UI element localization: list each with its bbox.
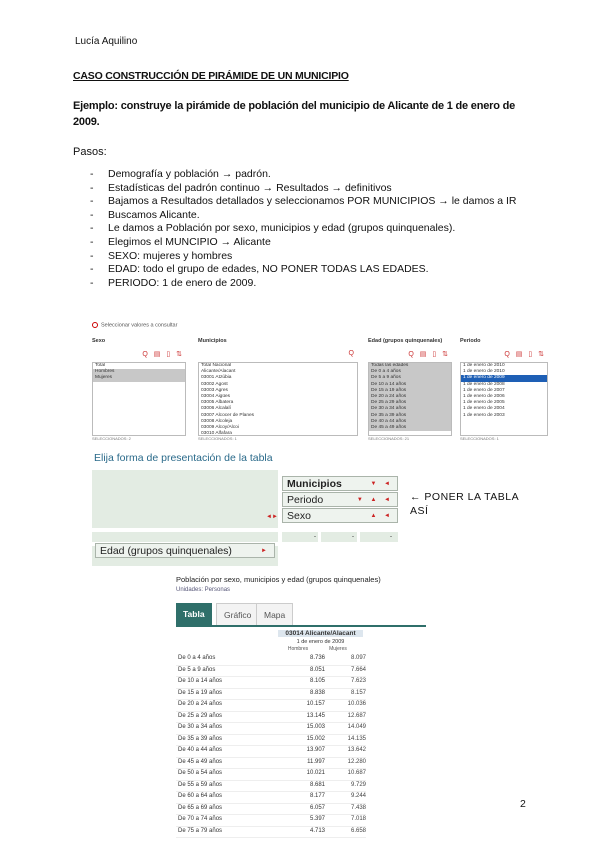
selected-count: SELECCIONADOS: 1 <box>460 436 499 441</box>
list-item[interactable]: De 10 a 14 años <box>369 382 451 388</box>
tab-mapa[interactable]: Mapa <box>256 603 293 625</box>
note-text: ← PONER LA TABLA ASÍ <box>410 491 519 517</box>
list-item[interactable]: 1 de enero de 2010 <box>463 363 505 368</box>
list-item[interactable]: 03008 Alcoleja <box>201 418 233 424</box>
step-item: - Elegimos el MUNCIPIO → Alicante <box>90 236 530 250</box>
table-row: De 70 a 74 años 5.397 7.018 <box>176 815 366 827</box>
municipios-column <box>198 338 358 440</box>
sexo-listbox[interactable] <box>92 362 186 436</box>
step-item: - Demografía y población → padrón. <box>90 168 530 182</box>
list-item[interactable]: De 35 a 39 años <box>369 413 451 419</box>
table-row: De 35 a 39 años 15.002 14.135 <box>176 735 366 747</box>
list-item[interactable]: 03003 Agres <box>201 387 228 393</box>
table-row: De 45 a 49 años 11.997 12.280 <box>176 758 366 770</box>
move-arrows-icon[interactable]: ▲ ◄ <box>370 513 393 519</box>
periodo-listbox[interactable] <box>460 362 548 436</box>
selected-count: SELECCIONADOS: 2 <box>92 436 131 441</box>
search-icon[interactable]: Q <box>348 350 356 357</box>
list-item[interactable]: 1 de enero de 2004 <box>463 406 505 412</box>
selected-count: SELECCIONADOS: 1 <box>198 436 237 441</box>
presentation-title: Elija forma de presentación de la tabla <box>94 452 273 464</box>
step-item: - Le damos a Población por sexo, municipios y edad (grupos quinquenales). <box>90 222 530 236</box>
result-rows <box>176 654 366 838</box>
search-icon[interactable]: Q ▤ ▯ ⇅ <box>504 351 546 358</box>
list-item[interactable]: 03002 Agost <box>201 381 228 387</box>
table-row: De 5 a 9 años 8.051 7.664 <box>176 666 366 678</box>
table-row: De 65 a 69 años 6.057 7.438 <box>176 804 366 816</box>
list-item[interactable]: 1 de enero de 2003 <box>463 412 505 418</box>
table-row: De 0 a 4 años 8.736 8.097 <box>176 654 366 666</box>
placeholder-cell: - <box>352 534 354 540</box>
column-label: Periodo <box>460 338 481 344</box>
table-row: De 25 a 29 años 13.145 12.687 <box>176 712 366 724</box>
municipios-listbox[interactable] <box>198 362 358 436</box>
placeholder-cell: - <box>390 534 392 540</box>
list-item[interactable]: De 25 a 29 años <box>369 400 451 406</box>
table-row: De 75 a 79 años 4.713 6.658 <box>176 827 366 839</box>
step-item: - EDAD: todo el grupo de edades, NO PONER TODAS LAS EDADES. <box>90 263 530 277</box>
move-arrows-icon[interactable]: ▼ ◄ <box>370 481 393 487</box>
municipio-header: 03014 Alicante/Alacant <box>278 630 363 637</box>
edad-dimension[interactable]: Edad (grupos quinquenales) ► <box>95 543 275 558</box>
edad-listbox[interactable] <box>368 362 452 436</box>
search-icon[interactable]: Q ▤ ▯ ⇅ <box>408 351 450 358</box>
periodo-dimension[interactable]: Periodo ▼ ▲ ◄ <box>282 492 398 507</box>
list-item[interactable]: 1 de enero de 2007 <box>463 387 505 393</box>
table-row: De 40 a 44 años 13.907 13.642 <box>176 746 366 758</box>
list-item[interactable]: Alicante/Alacant <box>201 369 236 375</box>
sex-headers: Hombres Mujeres <box>287 646 347 652</box>
list-item[interactable]: De 15 a 19 años <box>369 388 451 394</box>
list-item[interactable]: De 30 a 34 años <box>369 406 451 412</box>
swap-axes-icon[interactable]: ◄► <box>266 514 278 520</box>
result-title: Población por sexo, municipios y edad (grupos quinquenales) <box>176 575 381 584</box>
selection-screenshot <box>92 322 550 444</box>
document-title: CASO CONSTRUCCIÓN DE PIRÁMIDE DE UN MUNICIPIO <box>73 70 349 82</box>
list-item[interactable]: Mujeres <box>93 375 185 381</box>
author-name: Lucía Aquilino <box>75 36 138 47</box>
example-statement: Ejemplo: construye la pirámide de población del municipio de Alicante de 1 de enero de 2009. <box>73 100 516 128</box>
sexo-column <box>92 338 186 440</box>
search-icon[interactable]: Q ▤ ▯ ⇅ <box>142 351 184 358</box>
list-item[interactable]: De 5 a 9 años <box>369 375 451 381</box>
list-item[interactable]: Total Nacional <box>201 363 232 368</box>
table-row: De 10 a 14 años 8.105 7.623 <box>176 677 366 689</box>
list-item[interactable]: Hombres <box>93 369 185 375</box>
move-arrows-icon[interactable]: ▼ ▲ ◄ <box>356 497 393 503</box>
table-row: De 15 a 19 años 8.838 8.157 <box>176 689 366 701</box>
column-label: Sexo <box>92 338 106 344</box>
tab-tabla[interactable]: Tabla <box>176 603 212 625</box>
table-row: De 55 a 59 años 8.681 9.729 <box>176 781 366 793</box>
list-item[interactable]: 1 de enero de 2009 <box>461 375 547 381</box>
step-item: - Bajamos a Resultados detallados y seleccionamos POR MUNICIPIOS → le damos a IR <box>90 195 530 209</box>
list-item[interactable]: 03001 Atzúbia <box>201 375 232 381</box>
list-item[interactable]: 03006 Alcalalí <box>201 406 231 412</box>
placeholder-cell: - <box>314 534 316 540</box>
move-arrow-icon[interactable]: ► <box>261 548 270 554</box>
list-item[interactable]: 03004 Aigües <box>201 394 231 400</box>
step-item: - PERIODO: 1 de enero de 2009. <box>90 277 530 291</box>
steps-label: Pasos: <box>73 146 107 158</box>
list-item[interactable]: 03010 Alfafara <box>201 431 232 436</box>
period-header: 1 de enero de 2009 <box>296 639 345 645</box>
list-item[interactable]: Total <box>95 363 106 368</box>
step-item: - Buscamos Alicante. <box>90 209 530 223</box>
table-row: De 60 a 64 años 8.177 9.244 <box>176 792 366 804</box>
result-tabs <box>176 603 426 627</box>
record-icon <box>92 322 98 328</box>
list-item[interactable]: De 45 a 49 años <box>369 425 451 431</box>
pivot-layout <box>92 470 398 570</box>
selection-header: Seleccionar valores a consultar <box>92 322 177 328</box>
steps-list <box>90 168 530 290</box>
list-item[interactable]: 03007 Alcocer de Planes <box>201 412 255 418</box>
page-number: 2 <box>520 798 526 810</box>
list-item[interactable]: De 20 a 24 años <box>369 394 451 400</box>
municipios-dimension[interactable]: Municipios ▼ ◄ <box>282 476 398 491</box>
list-item[interactable]: 1 de enero de 2005 <box>463 400 505 406</box>
column-label: Edad (grupos quinquenales) <box>368 338 443 344</box>
step-item: - Estadísticas del padrón continuo → Resultados → definitivos <box>90 182 530 196</box>
sexo-dimension[interactable]: Sexo ▲ ◄ <box>282 508 398 523</box>
list-item[interactable]: 1 de enero de 2010 <box>463 369 505 375</box>
tab-grafico[interactable]: Gráfico <box>216 603 259 625</box>
column-label: Municipios <box>198 338 227 344</box>
list-item[interactable]: Todas las edades <box>369 363 451 369</box>
result-unit: Unidades: Personas <box>176 587 231 593</box>
list-item[interactable]: De 40 a 44 años <box>369 419 451 425</box>
edad-column <box>368 338 452 440</box>
table-row: De 30 a 34 años 15.003 14.049 <box>176 723 366 735</box>
list-item[interactable]: 03005 Albatera <box>201 400 234 406</box>
table-row: De 20 a 24 años 10.157 10.036 <box>176 700 366 712</box>
list-item[interactable]: De 0 a 4 años <box>369 369 451 375</box>
list-item[interactable]: 03009 Alcoy/Alcoi <box>201 425 239 431</box>
selected-count: SELECCIONADOS: 21 <box>368 436 410 441</box>
list-item[interactable]: 1 de enero de 2008 <box>463 381 505 387</box>
list-item[interactable]: 1 de enero de 2006 <box>463 394 505 400</box>
table-row: De 50 a 54 años 10.021 10.687 <box>176 769 366 781</box>
periodo-column <box>460 338 548 440</box>
step-item: - SEXO: mujeres y hombres <box>90 250 530 264</box>
